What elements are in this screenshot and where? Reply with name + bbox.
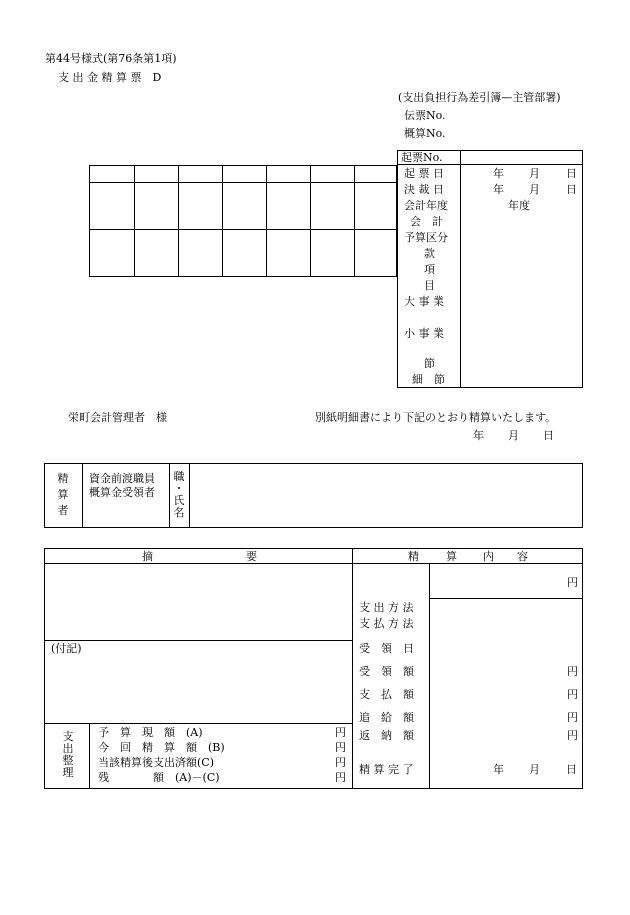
form-title: 支 出 金 精 算 票 D — [58, 71, 162, 84]
panel-label-kihyobi: 起 票 日 — [404, 167, 444, 180]
kessaibi-day: 日 — [566, 183, 577, 196]
summary-header-2: 要 — [246, 550, 257, 563]
received-amount-yen: 円 — [567, 665, 578, 678]
settler-name-label: 職 ・ 氏 名 — [173, 470, 185, 519]
remaining-amount-yen: 円 — [335, 771, 346, 784]
payment-method: 支 払 方 法 — [359, 617, 414, 630]
statement-year: 年 — [473, 429, 484, 442]
complete-day: 日 — [566, 763, 577, 776]
kihyo-no-label: 起票No. — [401, 151, 443, 164]
kessaibi-year: 年 — [493, 183, 504, 196]
panel-label-kessaibi: 決 裁 日 — [404, 183, 444, 196]
settlement-statement: 別紙明細書により下記のとおり精算いたします。 — [315, 411, 557, 424]
form-subtitle: (支出負担行為差引簿—主管部署) — [398, 91, 561, 104]
fiscal-year-suffix: 年度 — [508, 199, 530, 212]
row-returned-amount: 返 納 額 — [359, 729, 414, 742]
additional-amount-yen: 円 — [567, 711, 578, 724]
complete-month: 月 — [529, 763, 540, 776]
kihyobi-day: 日 — [566, 167, 577, 180]
panel-label-kou: 項 — [424, 263, 435, 276]
remaining-amount: 残 額 (A)－(C) — [98, 771, 220, 784]
settlement-header-3: 内 — [483, 550, 494, 563]
current-settlement-amount: 今 回 精 算 額 (B) — [98, 741, 225, 754]
settler-role-advance: 資金前渡職員 — [89, 472, 155, 485]
settler-label: 精 算 者 — [57, 472, 69, 517]
panel-label-fiscal-year: 会計年度 — [404, 199, 448, 212]
settlement-header-2: 算 — [446, 550, 457, 563]
note-label: (付記) — [51, 642, 82, 655]
row-received-amount: 受 領 額 — [359, 665, 414, 678]
settlement-header-1: 精 — [408, 550, 419, 563]
statement-month: 月 — [508, 429, 519, 442]
panel-label-moku: 目 — [424, 279, 435, 292]
panel-label-budget-class: 予算区分 — [404, 231, 448, 244]
panel-label-minor-project: 小 事 業 — [404, 327, 444, 340]
panel-label-kan: 款 — [424, 247, 435, 260]
denpyo-no-label: 伝票No. — [404, 109, 446, 122]
spent-after-settlement: 当該精算後支出済額(C) — [98, 756, 214, 769]
recipient: 栄町会計管理者 様 — [68, 411, 167, 424]
budget-code-grid — [89, 165, 397, 277]
kihyobi-year: 年 — [493, 167, 504, 180]
panel-label-setsu: 節 — [424, 357, 435, 370]
panel-label-saisetsu: 細 節 — [412, 373, 445, 386]
row-paid-amount: 支 払 額 — [359, 688, 414, 701]
settler-role-receiver: 概算金受領者 — [89, 486, 155, 499]
gaisan-no-label: 概算No. — [404, 127, 446, 140]
kessaibi-month: 月 — [529, 183, 540, 196]
budget-current-amount: 予 算 現 額 (A) — [98, 726, 203, 739]
paid-amount-yen: 円 — [567, 688, 578, 701]
settlement-yen-top: 円 — [567, 576, 578, 589]
settlement-header-4: 容 — [517, 550, 528, 563]
budget-current-yen: 円 — [335, 726, 346, 739]
spent-after-settlement-yen: 円 — [335, 756, 346, 769]
complete-year: 年 — [493, 763, 504, 776]
current-settlement-yen: 円 — [335, 741, 346, 754]
summary-header-1: 摘 — [142, 550, 153, 563]
panel-label-major-project: 大 事 業 — [404, 295, 444, 308]
row-settlement-complete: 精 算 完 了 — [359, 763, 414, 776]
row-additional-amount: 追 給 額 — [359, 711, 414, 724]
expense-summary-label: 支 出 整 理 — [62, 730, 74, 779]
expense-method: 支 出 方 法 — [359, 601, 414, 614]
returned-amount-yen: 円 — [567, 729, 578, 742]
row-received-date: 受 領 日 — [359, 642, 414, 655]
kihyobi-month: 月 — [529, 167, 540, 180]
form-number: 第44号様式(第76条第1項) — [45, 52, 177, 65]
statement-day: 日 — [543, 429, 554, 442]
panel-label-kaikei: 会 計 — [410, 215, 443, 228]
